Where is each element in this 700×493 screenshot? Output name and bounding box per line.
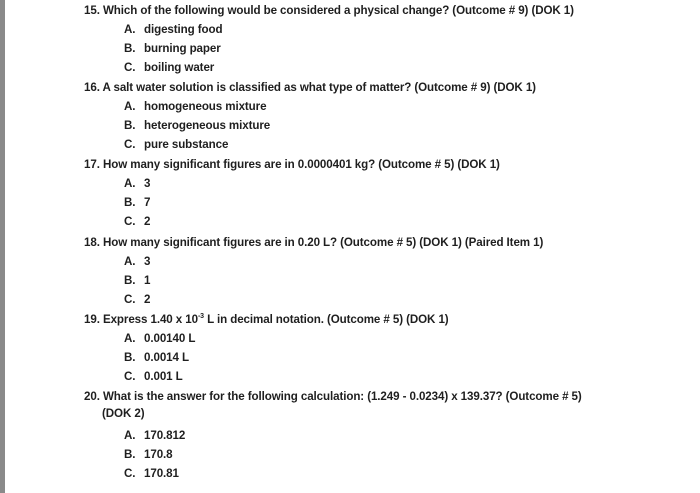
option-text: 170.81 <box>144 467 179 480</box>
question-20-text-continued: (DOK 2) <box>102 407 145 420</box>
option-letter: B. <box>124 42 136 55</box>
option-16-c <box>124 138 228 151</box>
question-19-text-start: 19. Express 1.40 x 10 <box>84 313 198 326</box>
option-17-a <box>124 177 150 190</box>
option-text: heterogeneous mixture <box>144 119 271 132</box>
option-text: 0.001 L <box>144 370 183 383</box>
option-20-c <box>124 467 179 480</box>
option-16-b <box>124 119 270 132</box>
option-15-a <box>124 23 222 36</box>
left-margin-bar <box>0 0 5 493</box>
option-letter: B. <box>124 274 136 287</box>
option-text: pure substance <box>144 138 229 151</box>
option-text: boiling water <box>144 61 215 74</box>
option-18-b <box>124 274 150 287</box>
option-letter: A. <box>124 177 136 190</box>
option-text: burning paper <box>144 42 221 55</box>
option-text: 7 <box>144 196 151 209</box>
option-letter: B. <box>124 351 136 364</box>
option-text: 0.0014 L <box>144 351 189 364</box>
option-letter: C. <box>124 138 136 151</box>
option-text: 170.8 <box>144 448 173 461</box>
option-letter: A. <box>124 100 136 113</box>
option-text: 2 <box>144 293 151 306</box>
option-letter: C. <box>124 370 136 383</box>
option-16-a <box>124 100 266 113</box>
option-letter: C. <box>124 215 136 228</box>
option-17-b <box>124 196 150 209</box>
option-letter: B. <box>124 448 136 461</box>
option-15-c <box>124 61 214 74</box>
option-text: 1 <box>144 274 151 287</box>
option-19-a <box>124 332 195 345</box>
question-18: 18. How many significant figures are in 0.20 L? (Outcome # 5) (DOK 1) (Paired Item 1) <box>84 236 544 249</box>
question-20-text: 20. What is the answer for the following calculation: (1.249 - 0.0234) x 139.37? (Outcome # 5) <box>84 390 582 403</box>
option-letter: B. <box>124 119 136 132</box>
option-text: 3 <box>144 177 151 190</box>
option-letter: C. <box>124 293 136 306</box>
question-17: 17. How many significant figures are in 0.0000401 kg? (Outcome # 5) (DOK 1) <box>84 158 500 171</box>
option-text: 2 <box>144 215 151 228</box>
option-19-c <box>124 370 183 383</box>
option-20-b <box>124 448 173 461</box>
question-19 <box>84 313 449 326</box>
option-15-b <box>124 42 221 55</box>
question-19-text-end: L in decimal notation. (Outcome # 5) (DOK 1) <box>203 313 449 326</box>
question-15: 15. Which of the following would be considered a physical change? (Outcome # 9) (DOK 1) <box>84 4 574 17</box>
option-18-a <box>124 255 150 268</box>
option-19-b <box>124 351 189 364</box>
question-16: 16. A salt water solution is classified as what type of matter? (Outcome # 9) (DOK 1) <box>84 81 536 94</box>
option-text: digesting food <box>144 23 223 36</box>
option-letter: C. <box>124 61 136 74</box>
option-text: 170.812 <box>144 429 186 442</box>
option-letter: A. <box>124 429 136 442</box>
option-text: 3 <box>144 255 151 268</box>
option-text: homogeneous mixture <box>144 100 267 113</box>
option-letter: A. <box>124 332 136 345</box>
option-letter: A. <box>124 23 136 36</box>
option-18-c <box>124 293 150 306</box>
option-17-c <box>124 215 150 228</box>
option-letter: B. <box>124 196 136 209</box>
option-text: 0.00140 L <box>144 332 196 345</box>
exponent: -3 <box>197 313 204 321</box>
question-20 <box>84 390 582 420</box>
option-20-a <box>124 429 185 442</box>
option-letter: A. <box>124 255 136 268</box>
option-letter: C. <box>124 467 136 480</box>
